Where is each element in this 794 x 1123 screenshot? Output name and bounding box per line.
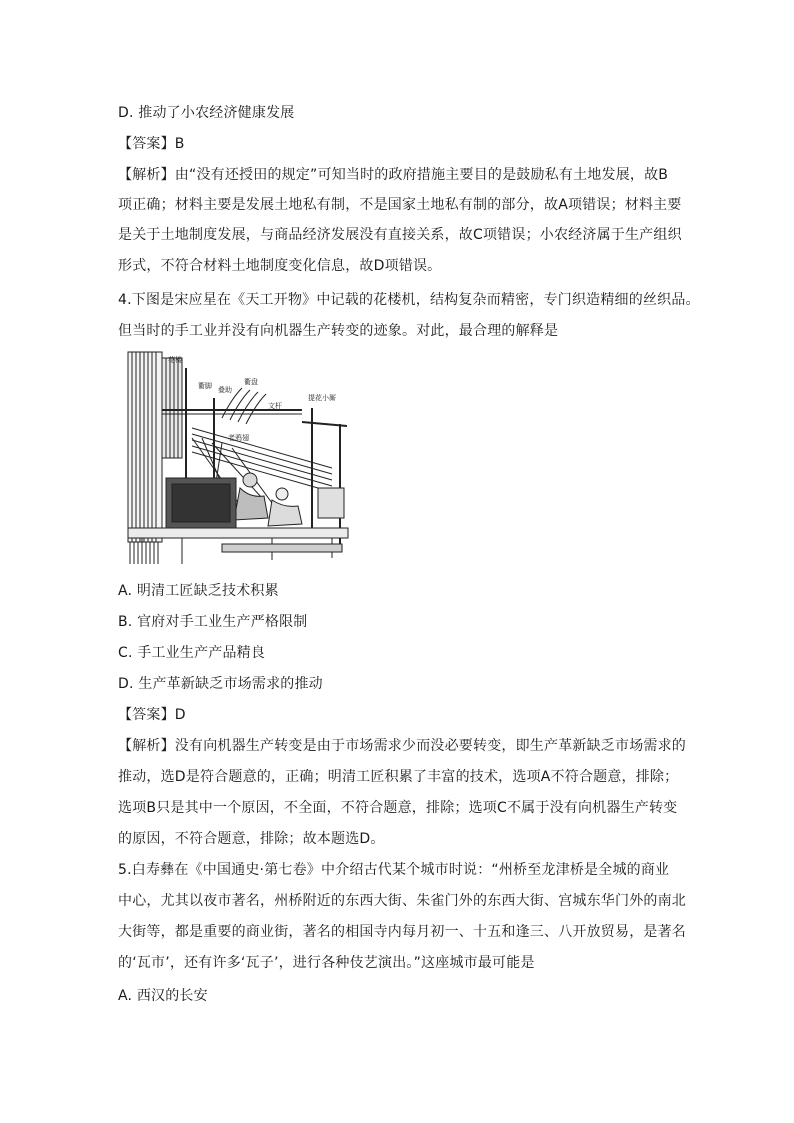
q3-analysis-line-4: 形式，不符合材料土地制度变化信息，故D项错误。 xyxy=(118,258,442,274)
loom-illustration xyxy=(122,348,354,570)
q5-stem-line-2: 中心，尤其以夜市著名，州桥附近的东西大街、朱雀门外的东西大街、宫城东华门外的南北 xyxy=(118,893,686,909)
q4-stem-line-2: 但当时的手工业并没有向机器生产转变的迹象。对此，最合理的解释是 xyxy=(118,323,559,339)
q5-option-a: A. 西汉的长安 xyxy=(118,988,208,1004)
label-tihua: 提花小厮 xyxy=(308,394,336,402)
q4-analysis-line-4: 的原因，不符合题意，排除；故本题选D。 xyxy=(118,831,385,847)
q3-analysis-line-3: 是关于土地制度发展，与商品经济发展没有直接关系，故C项错误；小农经济属于生产组织 xyxy=(118,227,682,243)
q4-option-c: C. 手工业生产产品精良 xyxy=(118,645,266,661)
label-diezhu: 叠助 xyxy=(218,386,232,394)
label-wengan: 文杆 xyxy=(268,402,282,410)
q3-analysis-line-1: 【解析】由“没有还授田的规定”可知当时的政府措施主要目的是鼓励私有土地发展，故B xyxy=(118,167,669,183)
q4-option-a: A. 明清工匠缺乏技术积累 xyxy=(118,583,279,599)
q4-stem-line-1: 4.下图是宋应星在《天工开物》中记载的花楼机，结构复杂而精密，专门织造精细的丝织品。 xyxy=(118,292,700,308)
q3-analysis-line-2: 项正确；材料主要是发展土地私有制，不是国家土地私有制的部分，故A项错误；材料主要 xyxy=(118,197,682,213)
q4-option-d: D. 生产革新缺乏市场需求的推动 xyxy=(118,676,323,692)
q4-analysis-line-1: 【解析】没有向机器生产转变是由于市场需求少而没必要转变，即生产革新缺乏市场需求的 xyxy=(118,738,686,754)
label-qujiao: 衢脚 xyxy=(198,382,212,390)
label-hualou: 花楼 xyxy=(168,356,182,364)
q5-stem-line-1: 5.白寿彝在《中国通史·第七卷》中介绍古代某个城市时说：“州桥至龙津桥是全城的商业 xyxy=(118,862,670,878)
q5-stem-line-3: 大街等，都是重要的商业街，著名的相国寺内每月初一、十五和逢三、八开放贸易，是著名 xyxy=(118,924,686,940)
q4-analysis-line-2: 推动，选D是符合题意的，正确；明清工匠积累了丰富的技术，选项A不符合题意，排除； xyxy=(118,769,679,785)
q3-answer: 【答案】B xyxy=(118,136,185,152)
q5-stem-line-4: 的‘瓦市’，还有许多‘瓦子’，进行各种伎艺演出。”这座城市最可能是 xyxy=(118,955,535,971)
q3-option-d: D. 推动了小农经济健康发展 xyxy=(118,105,295,121)
label-qupan: 衢盘 xyxy=(244,378,258,386)
label-laoyachi: 老鸦翅 xyxy=(228,434,249,442)
q4-analysis-line-3: 选项B只是其中一个原因，不全面，不符合题意，排除；选项C不属于没有向机器生产转变 xyxy=(118,800,678,816)
q4-option-b: B. 官府对手工业生产严格限制 xyxy=(118,614,308,630)
q4-answer: 【答案】D xyxy=(118,707,186,723)
